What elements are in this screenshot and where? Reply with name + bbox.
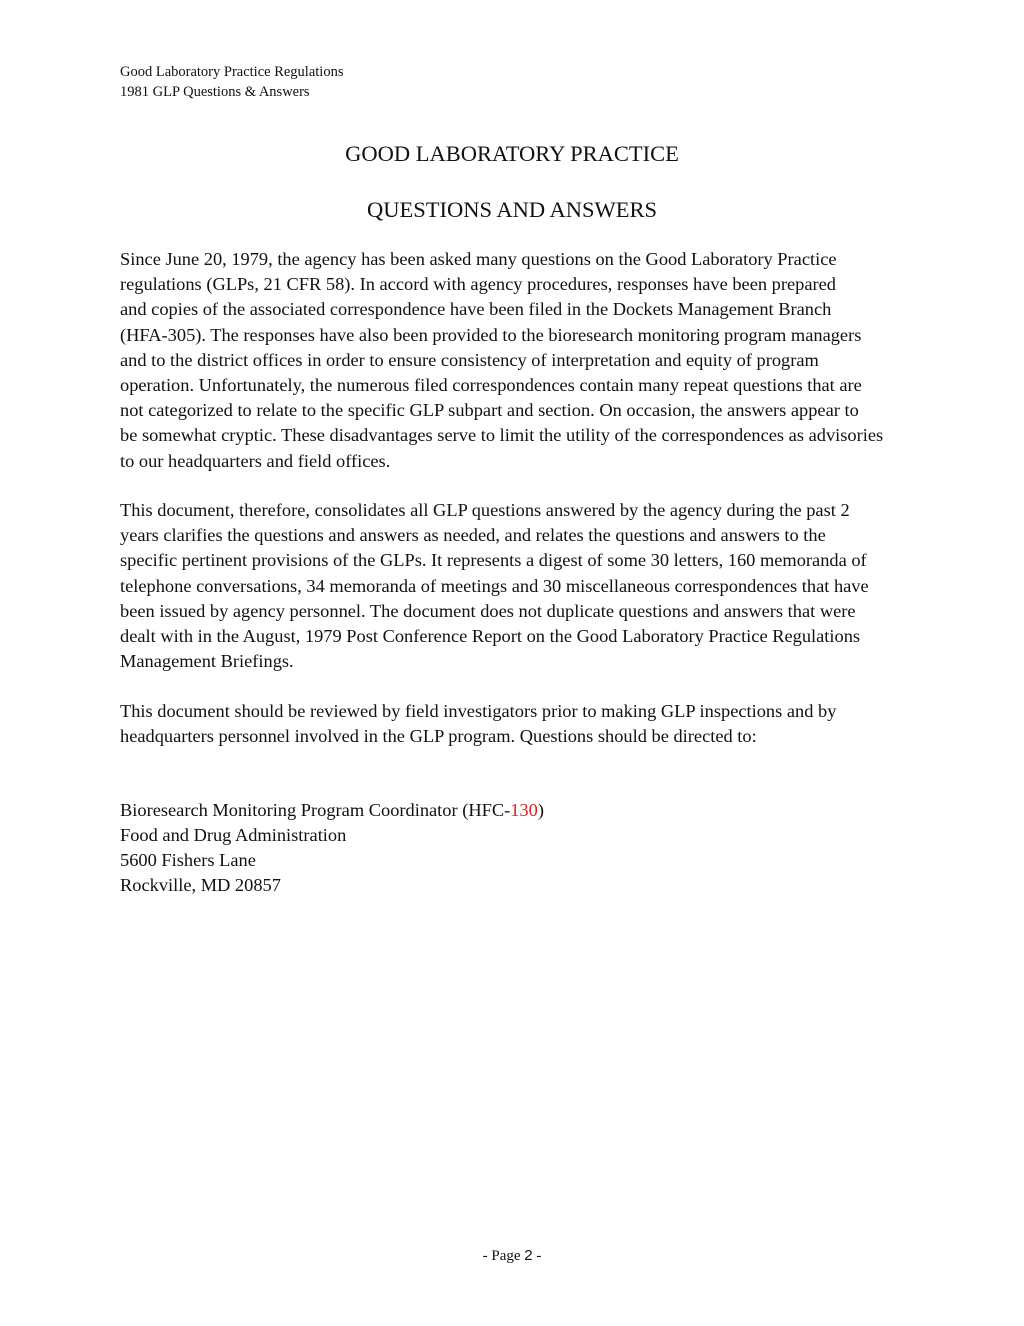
text-line: and to the district offices in order to ensure consistency of interpretation and equity of program xyxy=(120,349,819,370)
text-line: be somewhat cryptic. These disadvantages serve to limit the utility of the correspondences as advisories xyxy=(120,425,884,446)
page-prefix: - Page xyxy=(482,1248,525,1264)
text-line: to our headquarters and field offices. xyxy=(120,450,391,471)
document-title: GOOD LABORATORY PRACTICE xyxy=(345,141,679,166)
text-line: This document, therefore, consolidates all GLP questions answered by the agency during the past 2 xyxy=(120,500,850,520)
text-line: regulations (GLPs, 21 CFR 58). In accord with agency procedures, responses have been prepared xyxy=(120,274,836,295)
office-code: 130 xyxy=(510,800,538,820)
text-line: headquarters personnel involved in the GLP program. Questions should be directed to: xyxy=(120,726,757,747)
purpose-paragraph xyxy=(120,498,910,674)
document-subtitle: QUESTIONS AND ANSWERS xyxy=(366,197,658,222)
text-line: specific pertinent provisions of the GLPs. It represents a digest of some 30 letters, 160 memoranda of xyxy=(120,550,867,571)
address-recipient xyxy=(120,798,544,823)
text-line: dealt with in the August, 1979 Post Conference Report on the Good Laboratory Practice Regulations xyxy=(120,626,861,647)
text-line: and copies of the associated correspondence have been filed in the Dockets Management Branch xyxy=(120,299,832,320)
text-line: (HFA-305). The responses have also been provided to the bioresearch monitoring program managers xyxy=(120,324,862,345)
page-suffix: - xyxy=(532,1248,542,1264)
contact-address xyxy=(120,798,544,898)
recipient-name: Bioresearch Monitoring Program Coordinator (HFC- xyxy=(120,800,511,820)
address-street: 5600 Fishers Lane xyxy=(120,850,256,870)
text-line: been issued by agency personnel. The document does not duplicate questions and answers that were xyxy=(120,600,856,621)
intro-paragraph xyxy=(120,247,910,474)
page-number: 2 xyxy=(524,1247,533,1264)
header-title: Good Laboratory Practice Regulations xyxy=(120,64,344,80)
review-paragraph xyxy=(120,699,910,749)
text-line: operation. Unfortunately, the numerous filed correspondences contain many repeat questions that are xyxy=(120,375,862,396)
text-line: Since June 20, 1979, the agency has been asked many questions on the Good Laboratory Practice xyxy=(120,249,837,269)
address-agency: Food and Drug Administration xyxy=(120,825,347,845)
text-line: telephone conversations, 34 memoranda of meetings and 30 miscellaneous correspondences that have xyxy=(120,575,869,596)
header-subtitle: 1981 GLP Questions & Answers xyxy=(120,84,310,100)
text-line: not categorized to relate to the specific GLP subpart and section. On occasion, the answers appear to xyxy=(120,400,859,421)
page-footer xyxy=(0,1246,1024,1266)
text-line: Management Briefings. xyxy=(120,651,294,672)
text-line: This document should be reviewed by field investigators prior to making GLP inspections and by xyxy=(120,701,837,721)
text-line: years clarifies the questions and answers as needed, and relates the questions and answers to the xyxy=(120,525,826,546)
address-city: Rockville, MD 20857 xyxy=(120,875,281,895)
running-header xyxy=(120,62,343,102)
recipient-close: ) xyxy=(537,800,544,820)
